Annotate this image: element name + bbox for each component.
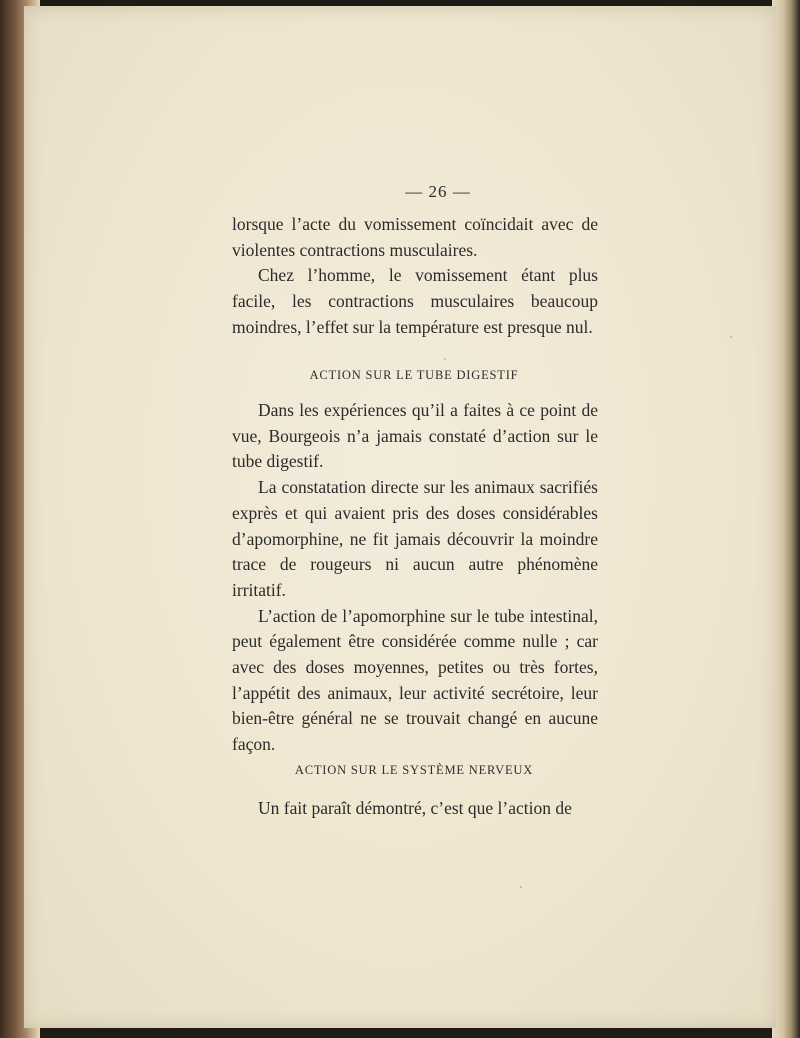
paragraph: Un fait paraît démontré, c’est que l’action de bbox=[258, 798, 572, 818]
paragraph: lorsque l’acte du vomissement coïncidait avec de violentes contractions musculaires. bbox=[232, 214, 598, 260]
section-heading-systeme-nerveux: ACTION SUR LE SYSTÈME NERVEUX bbox=[294, 763, 534, 777]
text-block-systeme-nerveux bbox=[232, 796, 598, 822]
paper-speck bbox=[730, 336, 732, 338]
paragraph: L’action de l’apomorphine sur le tube intestinal, peut également être considérée comme nulle ; car avec des doses moyennes, petites ou très fortes, l’appétit des animaux, leur activité secrétoire, leur bien-être général ne se trouvait changé en aucune façon. bbox=[232, 605, 598, 755]
text-block-tube-digestif bbox=[232, 398, 598, 758]
paragraph: La constatation directe sur les animaux sacrifiés exprès et qui avaient pris des doses considérables d’apomorphine, ne fit jamais découvrir la moindre trace de rougeurs ni aucun autre phénomène irritatif. bbox=[232, 477, 598, 600]
paragraph: Chez l’homme, le vomissement étant plus facile, les contractions musculaires beaucoup moindres, l’effet sur la température est presque nul. bbox=[232, 265, 598, 337]
text-block-intro bbox=[232, 212, 598, 341]
paragraph: Dans les expériences qu’il a faites à ce point de vue, Bourgeois n’a jamais constaté d’action sur le tube digestif. bbox=[232, 400, 598, 472]
page-number: — 26 — bbox=[405, 182, 471, 201]
paper-speck bbox=[444, 358, 446, 360]
section-heading-tube-digestif: ACTION SUR LE TUBE DIGESTIF bbox=[309, 368, 519, 382]
paper-speck bbox=[520, 886, 522, 888]
page-right-edge bbox=[772, 0, 800, 1038]
